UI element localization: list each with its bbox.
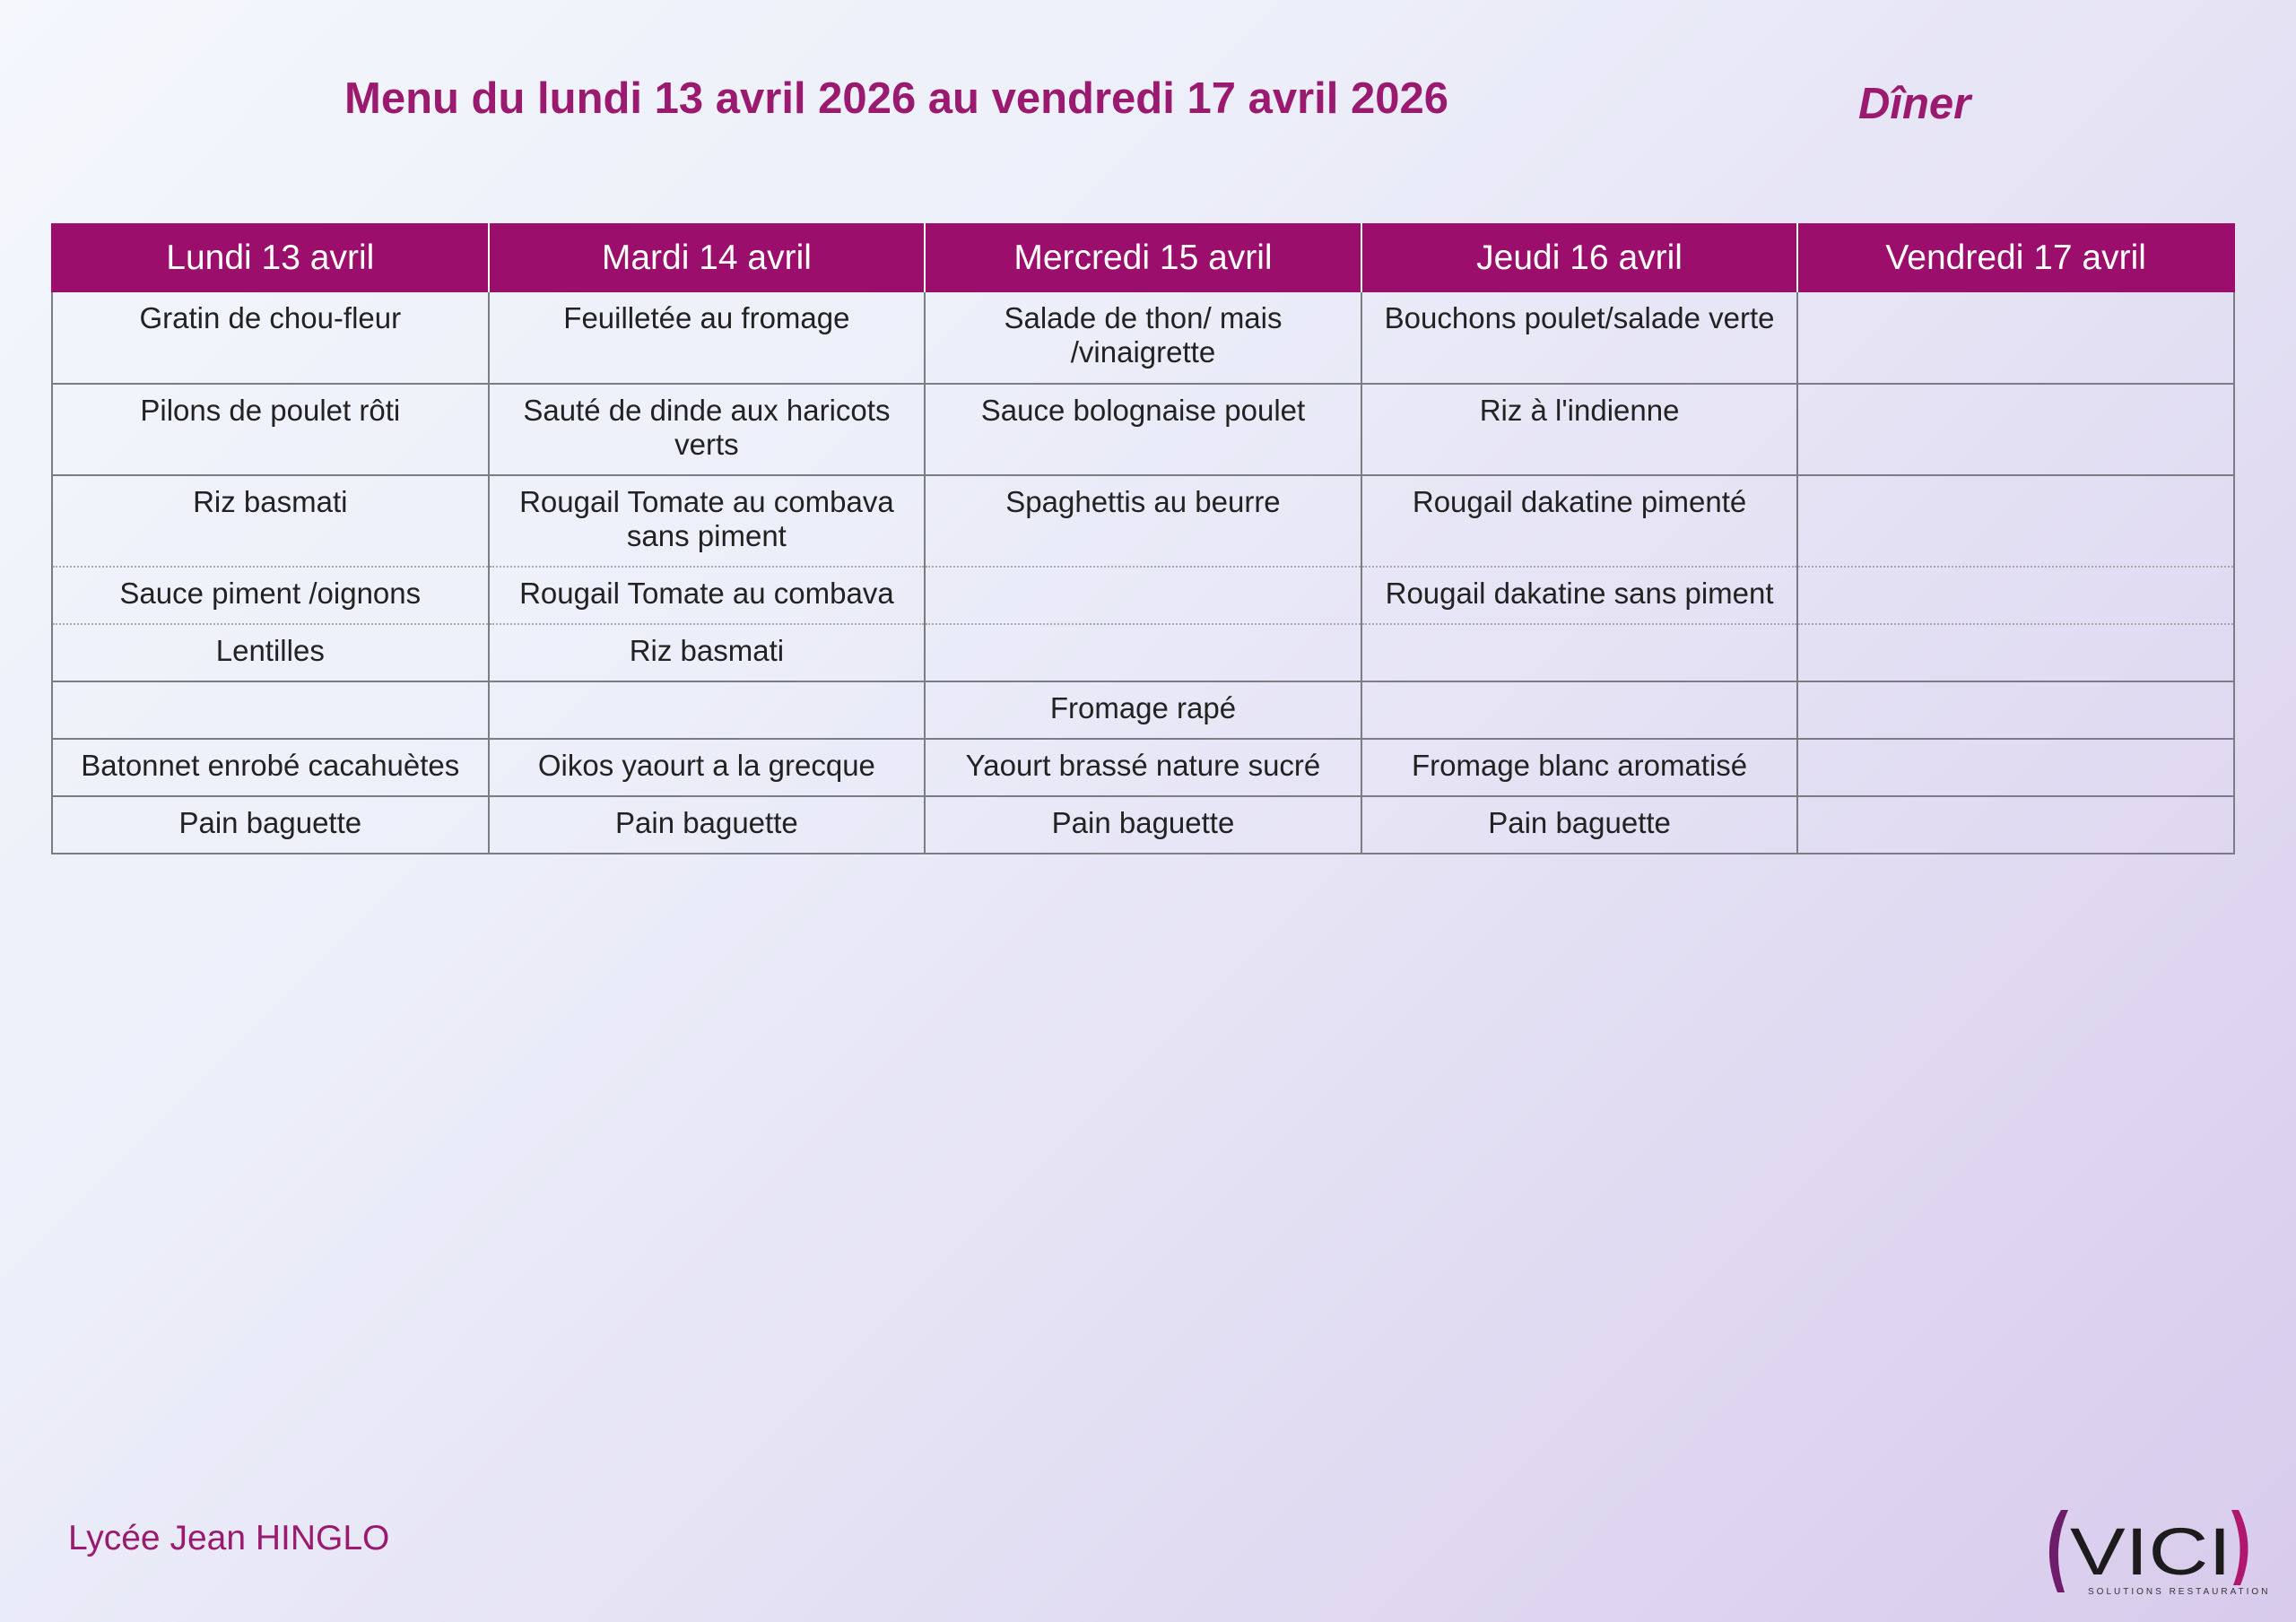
menu-row-side-1 — [52, 475, 2234, 567]
menu-cell: Pain baguette — [489, 796, 926, 854]
day-header-tuesday: Mardi 14 avril — [489, 223, 926, 292]
menu-cell — [925, 567, 1361, 624]
menu-cell: Riz basmati — [489, 624, 926, 681]
menu-cell: Fromage blanc aromatisé — [1361, 739, 1798, 796]
menu-cell: Fromage rapé — [925, 681, 1361, 739]
menu-row-starter — [52, 292, 2234, 384]
menu-cell: Bouchons poulet/salade verte — [1361, 292, 1798, 384]
menu-row-bread — [52, 796, 2234, 854]
menu-cell: Sauce piment /oignons — [52, 567, 489, 624]
menu-cell: Gratin de chou-fleur — [52, 292, 489, 384]
menu-cell — [1797, 567, 2234, 624]
menu-cell — [52, 681, 489, 739]
logo-left-bracket — [2049, 1510, 2068, 1592]
menu-cell: Sauté de dinde aux haricots verts — [489, 384, 926, 475]
menu-cell — [1797, 796, 2234, 854]
day-header-monday: Lundi 13 avril — [52, 223, 489, 292]
logo-tagline: SOLUTIONS RESTAURATION — [2088, 1587, 2271, 1597]
menu-cell: Rougail dakatine pimenté — [1361, 475, 1798, 567]
menu-cell: Batonnet enrobé cacahuètes — [52, 739, 489, 796]
menu-cell: Riz à l'indienne — [1361, 384, 1798, 475]
menu-cell — [489, 681, 926, 739]
day-header-wednesday: Mercredi 15 avril — [925, 223, 1361, 292]
menu-cell — [1361, 624, 1798, 681]
menu-cell: Riz basmati — [52, 475, 489, 567]
menu-row-main — [52, 384, 2234, 475]
page-title: Menu du lundi 13 avril 2026 au vendredi 17 avril 2026 — [344, 74, 1448, 123]
menu-cell — [1797, 475, 2234, 567]
meal-label: Dîner — [1858, 80, 1971, 128]
menu-row-cheese — [52, 681, 2234, 739]
menu-table — [51, 223, 2235, 854]
menu-row-side-3 — [52, 624, 2234, 681]
menu-cell: Pilons de poulet rôti — [52, 384, 489, 475]
menu-cell — [1797, 624, 2234, 681]
menu-cell: Sauce bolognaise poulet — [925, 384, 1361, 475]
menu-cell — [1797, 739, 2234, 796]
menu-cell: Pain baguette — [52, 796, 489, 854]
menu-cell: Yaourt brassé nature sucré — [925, 739, 1361, 796]
menu-cell — [1361, 681, 1798, 739]
menu-cell: Lentilles — [52, 624, 489, 681]
day-header-row — [52, 223, 2234, 292]
menu-cell — [1797, 681, 2234, 739]
menu-cell — [925, 624, 1361, 681]
menu-cell: Oikos yaourt a la grecque — [489, 739, 926, 796]
vici-logo — [2038, 1499, 2276, 1607]
menu-cell — [1797, 384, 2234, 475]
day-header-friday: Vendredi 17 avril — [1797, 223, 2234, 292]
logo-wordmark: VICI — [2070, 1514, 2231, 1589]
school-name: Lycée Jean HINGLO — [68, 1519, 390, 1557]
menu-cell: Spaghettis au beurre — [925, 475, 1361, 567]
menu-row-dessert — [52, 739, 2234, 796]
menu-cell — [1797, 292, 2234, 384]
menu-cell: Pain baguette — [1361, 796, 1798, 854]
menu-cell: Salade de thon/ mais /vinaigrette — [925, 292, 1361, 384]
menu-cell: Feuilletée au fromage — [489, 292, 926, 384]
logo-right-bracket — [2231, 1510, 2248, 1585]
menu-cell: Rougail Tomate au combava — [489, 567, 926, 624]
day-header-thursday: Jeudi 16 avril — [1361, 223, 1798, 292]
menu-cell: Pain baguette — [925, 796, 1361, 854]
menu-row-side-2 — [52, 567, 2234, 624]
menu-cell: Rougail Tomate au combava sans piment — [489, 475, 926, 567]
menu-cell: Rougail dakatine sans piment — [1361, 567, 1798, 624]
